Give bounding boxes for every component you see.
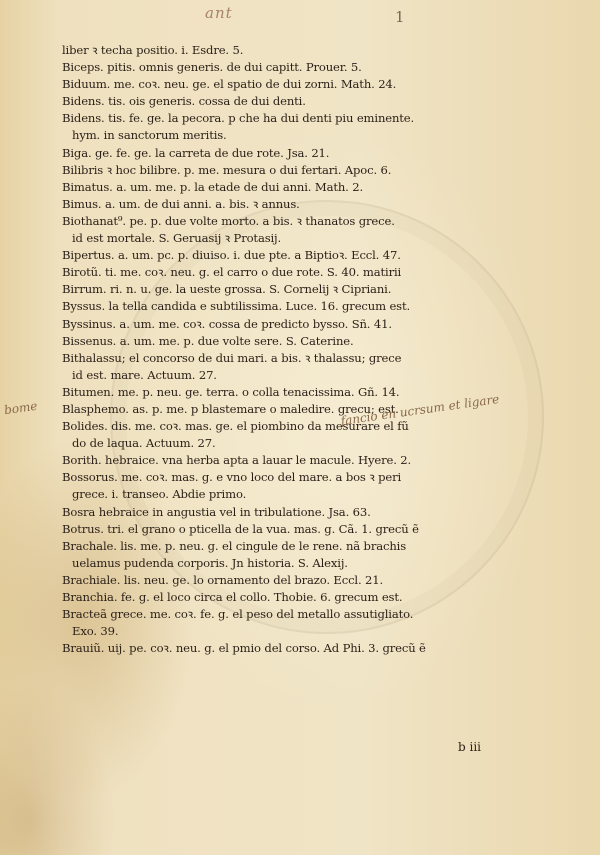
folio-number: 1	[395, 8, 405, 26]
entry-line: Bossorus. me. coꝛ. mas. g. e vno loco del mare. a bos ꝛ peri	[62, 470, 402, 485]
entry-line: Branchia. fe. g. el loco circa el collo. Thobie. 6. grecum est.	[62, 590, 403, 604]
entry-line: Bidens. tis. fe. ge. la pecora. p che ha dui denti piu eminente.	[62, 111, 415, 126]
entry-line: Byssus. la tella candida e subtilissima. Luce. 16. grecum est.	[62, 299, 411, 314]
inline-annotation: fancio en ucrsum et ligare	[339, 391, 501, 429]
entry-line: Brauiũ. uij. pe. coꝛ. neu. g. el pmio del corso. Ad Phi. 3. grecũ ẽ	[62, 641, 426, 656]
entry-line: liber ꝛ techa positio. i. Esdre. 5.	[62, 43, 244, 57]
entry-line: Brachale. lis. me. p. neu. g. el cingule de le rene. nã brachis	[62, 538, 406, 553]
entry-line: Blasphemo. as. p. me. p blastemare o maledire. grecu; est.	[62, 401, 399, 416]
entry-line: Bidens. tis. ois generis. cossa de dui denti.	[62, 94, 306, 109]
header-annotation: ant	[205, 4, 233, 22]
entry-line: Bitumen. me. p. neu. ge. terra. o colla tenacissima. Gñ. 14.	[62, 384, 400, 399]
entry-line: Borith. hebraice. vna herba apta a lauar le macule. Hyere. 2.	[62, 453, 412, 468]
entry-line: Biceps. pitis. omnis generis. de dui capitt. Prouer. 5.	[62, 60, 362, 75]
entry-line: Biga. ge. fe. ge. la carreta de due rote. Jsa. 21.	[62, 145, 330, 160]
entry-line: Bissenus. a. um. me. p. due volte sere. S. Caterine.	[62, 333, 354, 348]
entry-line: id est mortale. S. Geruasij ꝛ Protasij.	[72, 231, 282, 246]
entry-line: Exo. 39.	[72, 624, 119, 639]
entry-line: Brachiale. lis. neu. ge. lo ornamento del brazo. Eccl. 21.	[62, 572, 384, 587]
signature-mark: b iii	[458, 740, 482, 754]
dictionary-entries	[62, 42, 542, 657]
entry-line: uelamus pudenda corporis. Jn historia. S. Alexij.	[72, 555, 348, 570]
entry-line: hym. in sanctorum meritis.	[72, 128, 227, 143]
entry-line: Bipertus. a. um. pc. p. diuiso. i. due pte. a Biptioꝛ. Eccl. 47.	[62, 248, 401, 263]
entry-line: Birotũ. ti. me. coꝛ. neu. g. el carro o due rote. S. 40. matirii	[62, 265, 402, 280]
entry-line: Biduum. me. coꝛ. neu. ge. el spatio de dui zorni. Math. 24.	[62, 77, 397, 92]
entry-line: Biothanat⁹. pe. p. due volte morto. a bis. ꝛ thanatos grece.	[62, 213, 395, 228]
entry-line: grece. i. transeo. Abdie primo.	[72, 487, 247, 502]
entry-line: Bracteã grece. me. coꝛ. fe. g. el peso del metallo assutigliato.	[62, 607, 414, 622]
entry-line: Bithalassu; el concorso de dui mari. a bis. ꝛ thalassu; grece	[62, 350, 402, 365]
entry-line: Botrus. tri. el grano o pticella de la vua. mas. g. Cã. 1. grecũ ẽ	[62, 521, 419, 536]
entry-line: Byssinus. a. um. me. coꝛ. cossa de predicto bysso. Sñ. 41.	[62, 316, 392, 331]
entry-line: Bolides. dis. me. coꝛ. mas. ge. el piombino da mesurare el fũ	[62, 419, 409, 434]
entry-line: Bimus. a. um. de dui anni. a. bis. ꝛ annus.	[62, 196, 300, 211]
entry-line: Bimatus. a. um. me. p. la etade de dui anni. Math. 2.	[62, 179, 363, 194]
entry-line: Bilibris ꝛ hoc bilibre. p. me. mesura o dui fertari. Apoc. 6.	[62, 162, 392, 177]
entry-line: do de laqua. Actuum. 27.	[72, 436, 216, 451]
entry-line: Bosra hebraice in angustia vel in tribulatione. Jsa. 63.	[62, 504, 371, 519]
margin-annotation: bome	[3, 398, 39, 418]
entry-line: id est. mare. Actuum. 27.	[72, 367, 217, 382]
entry-line: Birrum. ri. n. u. ge. la ueste grossa. S. Cornelij ꝛ Cipriani.	[62, 282, 392, 297]
